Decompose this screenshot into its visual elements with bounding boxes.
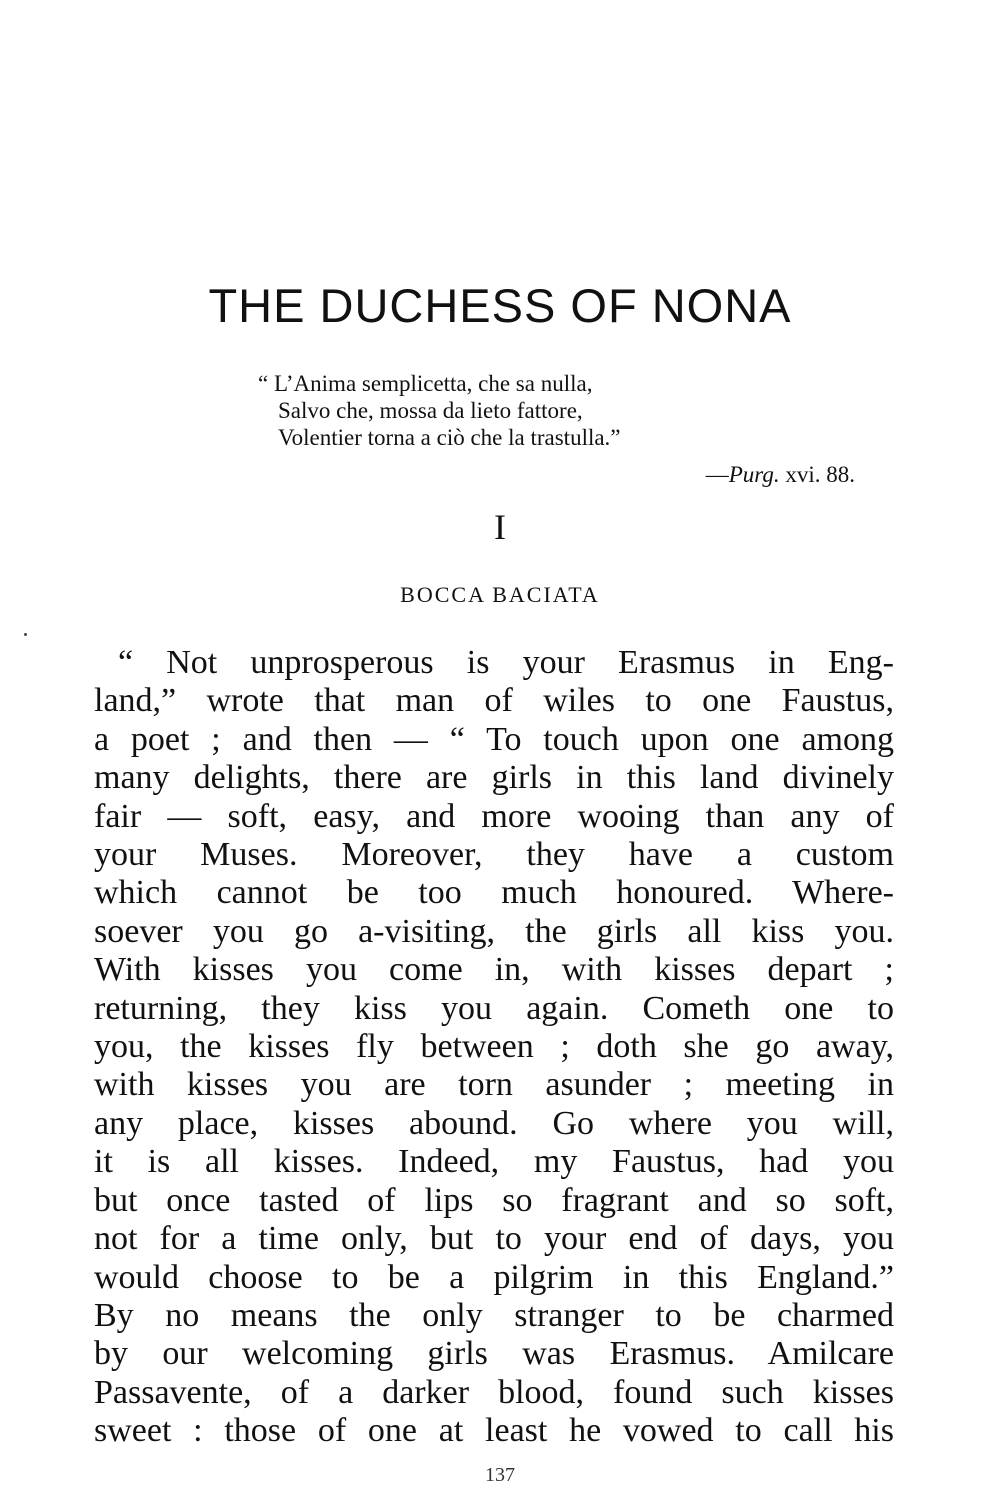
body-text — [94, 644, 894, 1451]
epigraph-line: Volentier torna a ciò che la trastulla.” — [278, 425, 621, 450]
citation-dash: — — [705, 462, 729, 487]
body-line: not for a time only, but to your end of days, you — [94, 1220, 894, 1258]
body-line: any place, kisses abound. Go where you will, — [94, 1104, 894, 1142]
epigraph-citation — [0, 462, 855, 488]
chapter-title: BOCCA BACIATA — [400, 582, 600, 607]
body-line: By no means the only stranger to be charmed — [94, 1296, 894, 1334]
epigraph-line: “ L’Anima semplicetta, che sa nulla, — [258, 371, 593, 396]
chapter-number: I — [494, 507, 506, 547]
body-line: with kisses you are torn asunder ; meeting in — [94, 1066, 894, 1104]
citation-reference: xvi. 88. — [779, 462, 855, 487]
body-line: returning, they kiss you again. Cometh one to — [94, 989, 894, 1027]
body-line: you, the kisses fly between ; doth she go away, — [94, 1028, 894, 1066]
body-line: but once tasted of lips so fragrant and so soft, — [94, 1181, 894, 1219]
body-line: a poet ; and then — “ To touch upon one among — [94, 720, 894, 758]
body-line: by our welcoming girls was Erasmus. Amilcare — [94, 1335, 894, 1373]
body-line: fair — soft, easy, and more wooing than any of — [94, 797, 894, 835]
page-title: THE DUCHESS OF NONA — [208, 279, 792, 332]
page-number: 137 — [485, 1464, 515, 1486]
body-line: which cannot be too much honoured. Where- — [94, 874, 894, 912]
body-line: With kisses you come in, with kisses depart ; — [94, 951, 894, 989]
body-line: Passavente, of a darker blood, found such kisses — [94, 1373, 894, 1411]
body-line: “ Not unprosperous is your Erasmus in Eng- — [118, 644, 894, 681]
body-line: soever you go a-visiting, the girls all kiss you. — [94, 912, 894, 950]
body-line: land,” wrote that man of wiles to one Faustus, — [94, 682, 894, 720]
body-line: sweet : those of one at least he vowed to call his — [94, 1412, 894, 1450]
body-line: would choose to be a pilgrim in this England.” — [94, 1258, 894, 1296]
body-line: your Muses. Moreover, they have a custom — [94, 836, 894, 874]
epigraph — [258, 370, 858, 451]
epigraph-line: Salvo che, mossa da lieto fattore, — [278, 398, 583, 423]
body-line: many delights, there are girls in this land divinely — [94, 759, 894, 797]
body-line: it is all kisses. Indeed, my Faustus, had you — [94, 1143, 894, 1181]
page-speck — [24, 633, 27, 636]
citation-book: Purg. — [728, 462, 780, 487]
